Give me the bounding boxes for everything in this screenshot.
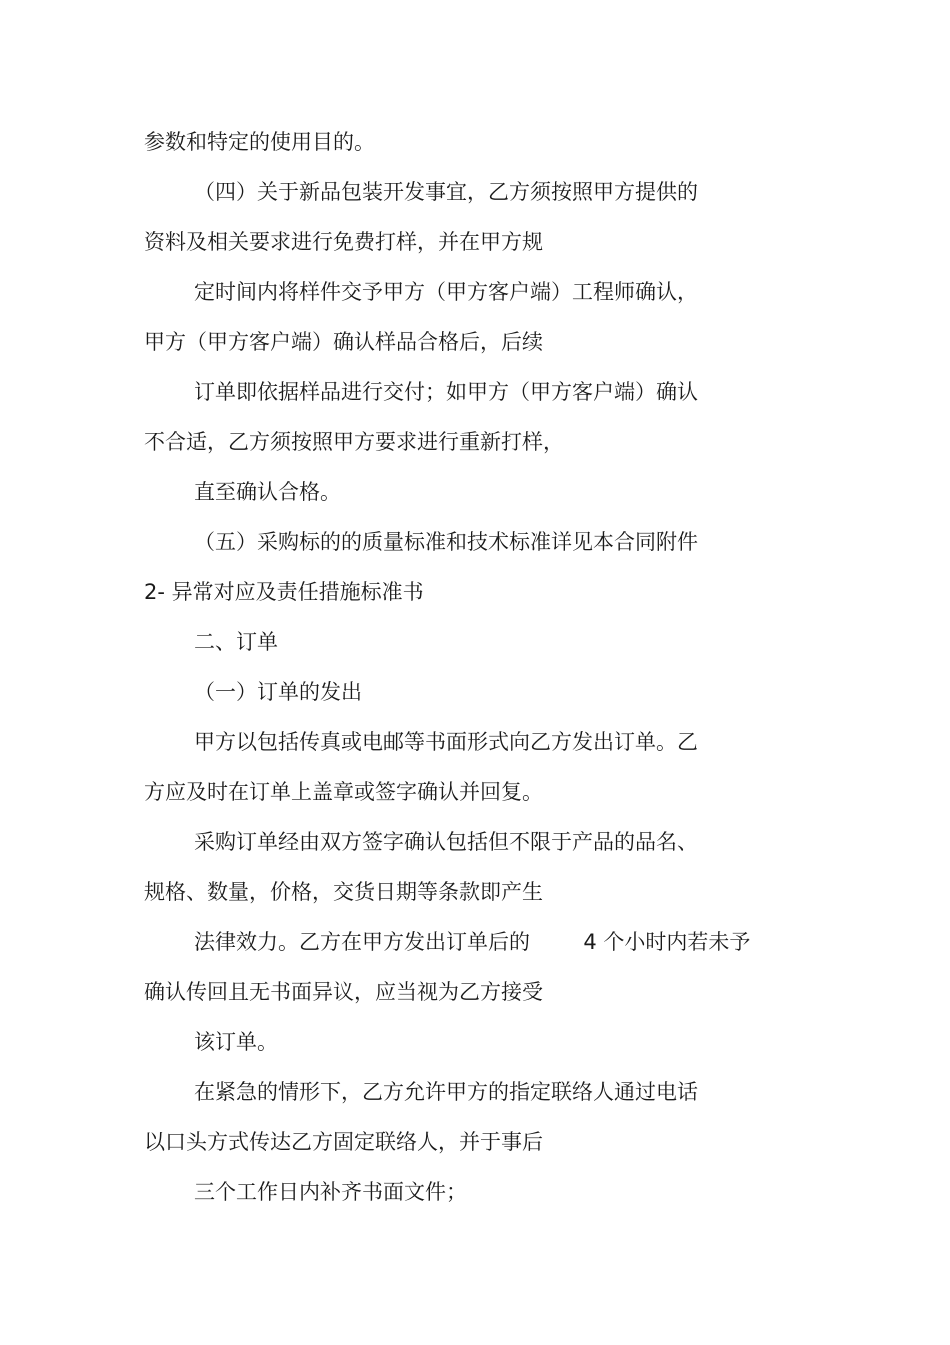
text-line: （五）采购标的的质量标准和技术标准详见本合同附件 xyxy=(194,530,698,554)
text-line: 定时间内将样件交予甲方（甲方客户端）工程师确认， xyxy=(194,280,698,304)
text-line: 不合适，乙方须按照甲方要求进行重新打样， xyxy=(144,430,564,454)
text-line: 采购订单经由双方签字确认包括但不限于产品的品名、 xyxy=(194,830,698,854)
text-line: 资料及相关要求进行免费打样，并在甲方规 xyxy=(144,230,543,254)
text-line: 法律效力。乙方在甲方发出订单后的 4 个小时内若未予 xyxy=(194,930,751,954)
text-line: 确认传回且无书面异议，应当视为乙方接受 xyxy=(144,980,543,1004)
text-line: 甲方（甲方客户端）确认样品合格后，后续 xyxy=(144,330,543,354)
text-line: 参数和特定的使用目的。 xyxy=(144,130,375,154)
text-line: 在紧急的情形下，乙方允许甲方的指定联络人通过电话 xyxy=(194,1080,698,1104)
text-line: 2- 异常对应及责任措施标准书 xyxy=(144,580,424,604)
text-line: 直至确认合格。 xyxy=(194,480,341,504)
text-line: 以口头方式传达乙方固定联络人，并于事后 xyxy=(144,1130,543,1154)
section-heading: 二、订单 xyxy=(194,630,278,654)
subsection-heading: （一）订单的发出 xyxy=(194,680,362,704)
text-line: 方应及时在订单上盖章或签字确认并回复。 xyxy=(144,780,543,804)
text-line: （四）关于新品包装开发事宜，乙方须按照甲方提供的 xyxy=(194,180,698,204)
text-line: 规格、数量，价格，交货日期等条款即产生 xyxy=(144,880,543,904)
text-line: 三个工作日内补齐书面文件； xyxy=(194,1180,467,1204)
text-line: 甲方以包括传真或电邮等书面形式向乙方发出订单。乙 xyxy=(194,730,698,754)
text-line: 该订单。 xyxy=(194,1030,278,1054)
text-line: 订单即依据样品进行交付；如甲方（甲方客户端）确认 xyxy=(194,380,698,404)
